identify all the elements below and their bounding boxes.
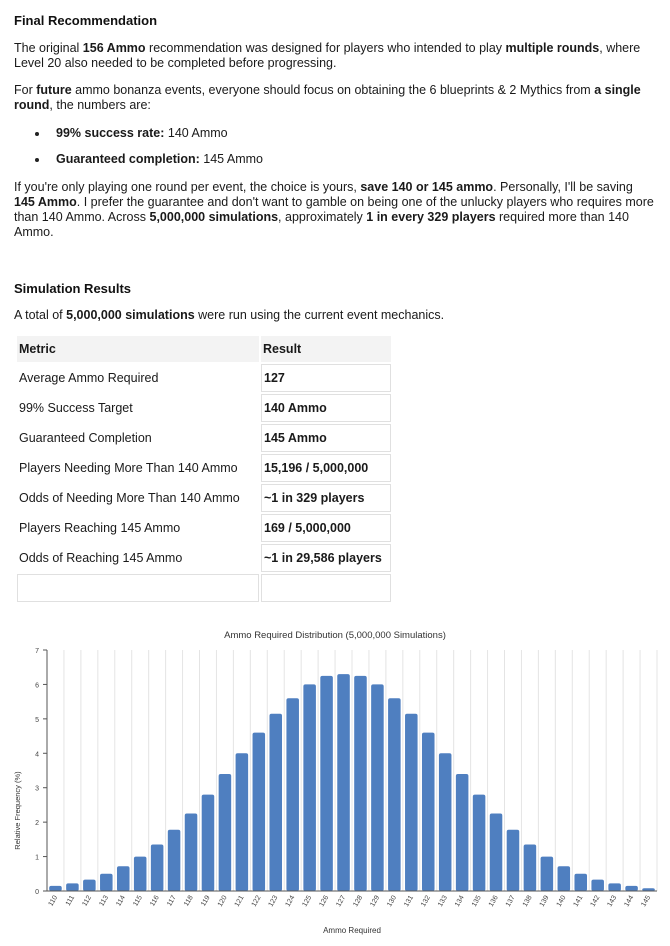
bar — [473, 795, 486, 891]
metric-cell: 99% Success Target — [19, 401, 133, 415]
bar — [286, 698, 299, 891]
table-row — [17, 484, 391, 512]
bar — [269, 714, 282, 891]
x-tick-label: 116 — [149, 894, 161, 908]
x-tick-label: 129 — [369, 894, 382, 909]
result-cell: 127 — [261, 364, 391, 392]
table-row — [17, 424, 391, 452]
bar — [66, 883, 79, 891]
simulation-results-heading: Simulation Results — [14, 281, 132, 296]
x-tick-label: 136 — [487, 894, 500, 909]
bar — [524, 845, 537, 891]
x-tick-label: 132 — [420, 894, 432, 909]
y-tick-label: 5 — [35, 716, 39, 724]
y-tick-label: 1 — [35, 854, 39, 862]
x-tick-label: 138 — [521, 894, 534, 909]
x-tick-label: 127 — [335, 894, 348, 909]
x-tick-label: 117 — [166, 894, 178, 908]
x-tick-label: 143 — [606, 894, 619, 909]
bar — [134, 857, 147, 891]
y-tick-label: 2 — [35, 820, 39, 828]
bar — [219, 774, 232, 891]
bar — [253, 733, 266, 891]
y-axis-label: Relative Frequency (%) — [13, 771, 22, 850]
x-tick-label: 123 — [267, 894, 280, 909]
table-row — [17, 514, 391, 542]
final-recommendation-heading: Final Recommendation — [14, 13, 158, 28]
x-tick-label: 120 — [216, 894, 229, 909]
grid-lines — [47, 650, 657, 891]
list-item: 99% success rate: 140 Ammo — [14, 126, 263, 152]
x-tick-label: 145 — [640, 894, 653, 909]
x-tick-label: 128 — [352, 894, 365, 909]
result-cell: ~1 in 29,586 players — [261, 544, 391, 572]
x-tick-label: 139 — [538, 894, 551, 909]
x-tick-label: 135 — [470, 894, 483, 909]
paragraph-future-events: For future ammo bonanza events, everyone should focus on obtaining the 6 blueprints & 2 Mythics from a single round, the numbers are: — [14, 83, 641, 112]
bar — [490, 814, 503, 891]
metric-cell: Guaranteed Completion — [19, 431, 152, 445]
chart-canvas — [0, 620, 670, 946]
bar — [439, 753, 452, 891]
chart-title: Ammo Required Distribution (5,000,000 Simulations) — [224, 630, 446, 641]
x-tick-label: 112 — [81, 894, 94, 908]
table-row — [17, 394, 391, 422]
x-tick-label: 126 — [318, 894, 331, 909]
metric-cell: Odds of Needing More Than 140 Ammo — [19, 491, 240, 505]
x-tick-label: 114 — [115, 894, 127, 908]
bar — [100, 874, 113, 891]
x-tick-label: 140 — [555, 894, 568, 909]
list-item: Guaranteed completion: 145 Ammo — [14, 152, 263, 178]
x-tick-label: 121 — [233, 894, 246, 909]
bar — [236, 753, 249, 891]
bar — [541, 857, 554, 891]
table-row — [17, 544, 391, 572]
bar — [202, 795, 215, 891]
x-tick-label: 137 — [504, 894, 517, 909]
x-tick-label: 134 — [453, 894, 466, 909]
x-tick-label: 125 — [301, 894, 314, 909]
bar — [49, 886, 62, 891]
bar — [303, 684, 316, 891]
empty-cell — [17, 574, 259, 602]
y-tick-label: 6 — [35, 682, 39, 690]
metric-cell: Players Needing More Than 140 Ammo — [19, 461, 238, 475]
column-header-metric: Metric — [17, 336, 259, 362]
x-tick-label: 110 — [47, 894, 60, 908]
bar — [507, 830, 520, 891]
numbers-list — [14, 126, 263, 178]
paragraph-personal-choice: If you're only playing one round per event, the choice is yours, save 140 or 145 ammo. Personally, I'll be saving 145 Ammo. I prefer the guarantee and don't want to gamble on being one of the unlucky players who requires more than 140 Ammo. Across 5,000,000 simulations, approximately 1 in every 329 players required more than 140 Ammo. — [14, 180, 654, 239]
x-tick-label: 133 — [437, 894, 449, 909]
y-tick-label: 4 — [35, 751, 39, 759]
bar — [625, 886, 638, 891]
x-tick-label: 130 — [386, 894, 399, 909]
metric-cell: Average Ammo Required — [19, 371, 159, 385]
x-tick-label: 115 — [132, 894, 144, 908]
table-header-row — [17, 336, 391, 362]
y-tick-label: 0 — [35, 889, 39, 896]
empty-cell — [261, 574, 391, 602]
results-table — [15, 334, 393, 604]
ammo-distribution-chart — [0, 620, 670, 946]
y-tick-label: 3 — [35, 785, 39, 793]
bar — [608, 883, 621, 891]
bar — [337, 674, 350, 891]
metric-cell: Players Reaching 145 Ammo — [19, 521, 181, 535]
table-row — [17, 454, 391, 482]
bar — [168, 830, 181, 891]
result-cell: 145 Ammo — [261, 424, 391, 452]
column-header-result: Result — [261, 336, 391, 362]
x-tick-label: 118 — [183, 894, 195, 908]
result-cell: 15,196 / 5,000,000 — [261, 454, 391, 482]
y-tick-label: 7 — [35, 648, 39, 655]
x-tick-label: 124 — [284, 894, 297, 909]
bar — [185, 814, 198, 891]
bar — [456, 774, 469, 891]
bar — [371, 684, 384, 891]
result-cell: 140 Ammo — [261, 394, 391, 422]
table-row-empty — [17, 574, 391, 602]
bar — [388, 698, 401, 891]
bar — [405, 714, 418, 891]
x-axis-label: Ammo Required — [323, 926, 381, 935]
paragraph-original-recommendation: The original 156 Ammo recommendation was designed for players who intended to play multiple rounds, where Level 20 also needed to be completed before progressing. — [14, 41, 641, 70]
x-tick-label: 113 — [98, 894, 111, 908]
metric-cell: Odds of Reaching 145 Ammo — [19, 551, 183, 565]
result-cell: 169 / 5,000,000 — [261, 514, 391, 542]
bar — [320, 676, 333, 891]
bar — [354, 676, 367, 891]
x-tick-label: 144 — [623, 894, 636, 909]
bar — [117, 866, 130, 891]
bar — [574, 874, 587, 891]
result-cell: ~1 in 329 players — [261, 484, 391, 512]
bar — [558, 866, 571, 891]
paragraph-simulation-intro: A total of 5,000,000 simulations were run using the current event mechanics. — [14, 308, 445, 322]
table-row — [17, 364, 391, 392]
x-tick-label: 122 — [250, 894, 263, 909]
x-tick-label: 131 — [403, 894, 416, 909]
x-tick-label: 141 — [572, 894, 585, 909]
x-tick-label: 142 — [589, 894, 602, 909]
bar — [591, 880, 604, 891]
bar — [151, 845, 164, 891]
x-tick-label: 111 — [64, 894, 77, 908]
bar — [83, 880, 96, 891]
x-tick-label: 119 — [200, 894, 212, 908]
bar — [422, 733, 435, 891]
